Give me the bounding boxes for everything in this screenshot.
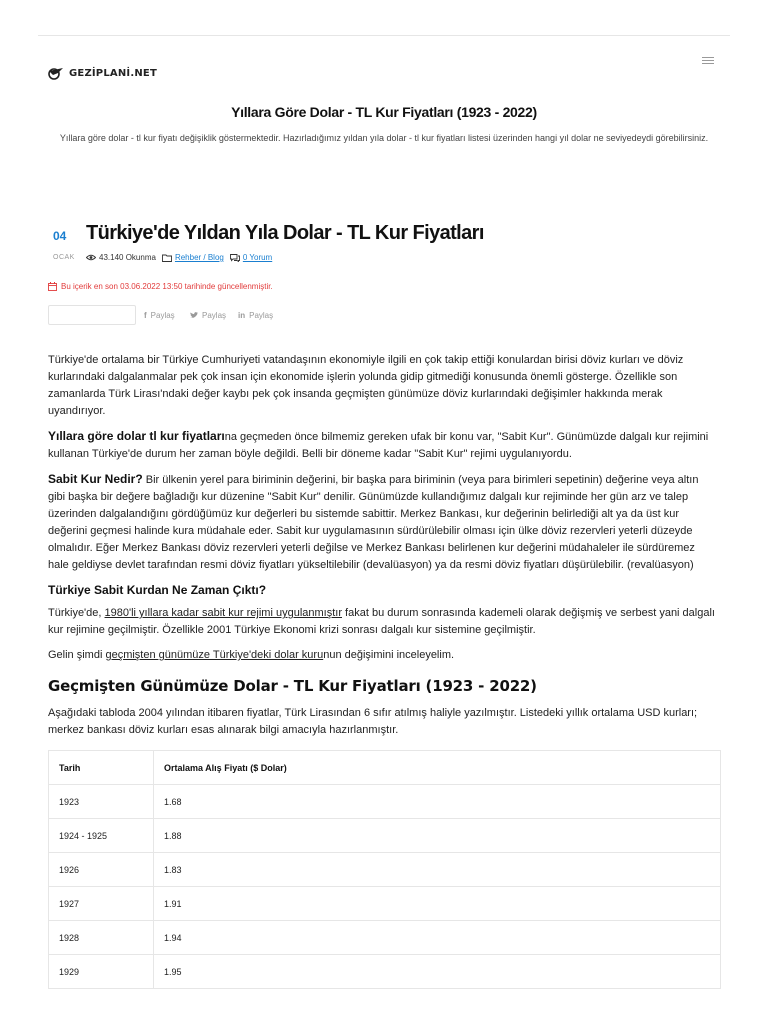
logo-text: GEZİPLANİ.NET bbox=[69, 68, 157, 79]
top-divider bbox=[38, 35, 730, 36]
eye-icon bbox=[86, 254, 96, 261]
hamburger-menu-icon[interactable] bbox=[702, 55, 714, 67]
table-row bbox=[49, 955, 721, 989]
post-date-month: OCAK bbox=[53, 254, 75, 261]
table-row bbox=[49, 853, 721, 887]
year-cell: 1928 bbox=[49, 921, 154, 955]
comments-meta[interactable] bbox=[230, 253, 272, 262]
table-header-row bbox=[49, 751, 721, 785]
year-cell: 1926 bbox=[49, 853, 154, 887]
fixed-rate-exit-heading: Türkiye Sabit Kurdan Ne Zaman Çıktı? bbox=[48, 583, 267, 597]
intro-paragraph: Türkiye'de ortalama bir Türkiye Cumhuriyeti vatandaşının ekonomiyle ilgili en çok takip ettiği konulardan birisi döviz kurları ve döviz kurlarındaki dalgalanmalar pek çok insan için ekonomide işlerin yolunda gidip gitmediği konusunda önemli gösterge. Özellikle son zamanlarda Türk Lirası'ndaki değer kaybı pek çok insanda geçmişten günümüze döviz kurlarındaki değişimler hakkında merak uyandırıyor. bbox=[48, 354, 684, 417]
linkedin-icon: in bbox=[238, 311, 246, 320]
table-note-paragraph: Aşağıdaki tabloda 2004 yılından itibaren fiyatlar, Türk Lirasından 6 sıfır atılmış haliyle yazılmıştır. Listedeki yıllık ortalama USD kurları; merkez bankası döviz kurları esas alınarak bilgi amacıyla hazırlanmıştır. bbox=[48, 707, 698, 736]
updated-text: Bu içerik en son 03.06.2022 13:50 tarihinde güncellenmiştir. bbox=[61, 282, 273, 291]
table-row bbox=[49, 887, 721, 921]
table-row bbox=[49, 819, 721, 853]
fixed-rate-intro-paragraph: Yıllara göre dolar tl kur fiyatlarına geçmeden önce bilmemiz gereken ufak bir konu var, "Sabit Kur". Günümüzde dalgalı kur rejimini kullanan Türkiye'de durum her zaman böyle değildi. Belli bir döneme kadar "Sabit Kur" rejimi uygulanıyordu. bbox=[48, 429, 709, 460]
category-link[interactable]: Rehber / Blog bbox=[174, 253, 224, 262]
category-meta[interactable] bbox=[162, 253, 224, 262]
rate-cell: 1.95 bbox=[154, 955, 721, 989]
post-title: Türkiye'de Yıldan Yıla Dolar - TL Kur Fiyatları bbox=[86, 222, 484, 244]
table-section-heading: Geçmişten Günümüze Dolar - TL Kur Fiyatları (1923 - 2022) bbox=[48, 677, 537, 695]
site-logo[interactable] bbox=[47, 67, 157, 80]
fixed-rate-history-link[interactable]: 1980'li yıllara kadar sabit kur rejimi uygulanmıştır bbox=[104, 607, 342, 619]
plane-globe-icon bbox=[47, 67, 64, 80]
share-linkedin-button[interactable]: in Paylaş bbox=[238, 311, 274, 320]
exchange-rate-table bbox=[48, 750, 721, 989]
rate-cell: 1.94 bbox=[154, 921, 721, 955]
share-twitter-button[interactable]: Paylaş bbox=[190, 311, 226, 320]
views-meta bbox=[86, 253, 156, 262]
rate-cell: 1.91 bbox=[154, 887, 721, 921]
header-date: Tarih bbox=[49, 751, 154, 785]
year-cell: 1923 bbox=[49, 785, 154, 819]
table-row bbox=[49, 785, 721, 819]
fixed-rate-lead: Yıllara göre dolar tl kur fiyatları bbox=[48, 429, 225, 443]
rate-cell: 1.68 bbox=[154, 785, 721, 819]
dollar-history-link[interactable]: geçmişten günümüze Türkiye'deki dolar kuru bbox=[105, 649, 324, 661]
post-meta bbox=[86, 253, 278, 262]
site-description: Yıllara göre dolar - tl kur fiyatı değişiklik göstermektedir. Hazırladığımız yıldan yıla dolar - tl kur fiyatları listesi üzerinden hangi yıl dolar ne seviyedeydi görebilirsiniz. bbox=[59, 133, 709, 143]
twitter-icon bbox=[190, 312, 198, 319]
share-facebook-button[interactable]: f Paylaş bbox=[144, 311, 175, 320]
facebook-icon: f bbox=[144, 311, 147, 320]
fixed-rate-definition-paragraph: Sabit Kur Nedir? Bir ülkenin yerel para biriminin değerini, bir başka para biriminin (veya para birimleri sepetinin) değerine veya altın gibi başka bir değere bağladığı kur düzenine "Sabit Kur" denilir. Günümüzde kullandığımız dalgalı kur rejiminde her gün arz ve talep üzerinden dalgalandığını gördüğümüz kur değerleri bu sistemde sabittir. Merkez Bankası, kur değerinin belirlediği alt ya da üst kur değerini geçmesi halinde kura müdahale eder. Sabit kur uygulamasının sürdürülebilir olması için ülke döviz rezervleri yeterli düzeyde olmalıdır. Eğer Merkez Bankası döviz rezervleri yeterli değilse ve Merkez Bankası belirlenen kur değerini müdahaleler ile sürdüremez hale geldiyse devlet tarafından resmi döviz fiyatları yükseltilebilir (devalüasyon) ya da resmi döviz fiyatları düşürülebilir. (revalüasyon) bbox=[48, 472, 699, 571]
rate-cell: 1.88 bbox=[154, 819, 721, 853]
year-cell: 1929 bbox=[49, 955, 154, 989]
post-date-day: 04 bbox=[53, 229, 67, 243]
fixed-rate-definition-lead: Sabit Kur Nedir? bbox=[48, 472, 143, 486]
share-counter-box bbox=[48, 305, 136, 325]
header-average-rate: Ortalama Alış Fiyatı ($ Dolar) bbox=[154, 751, 721, 785]
article-content bbox=[48, 352, 716, 747]
site-title: Yıllara Göre Dolar - TL Kur Fiyatları (1923 - 2022) bbox=[231, 104, 537, 120]
examine-paragraph: Gelin şimdi geçmişten günümüze Türkiye'deki dolar kurunun değişimini inceleyelim. bbox=[48, 649, 455, 661]
calendar-icon bbox=[48, 282, 57, 291]
folder-icon bbox=[162, 254, 172, 262]
year-cell: 1924 - 1925 bbox=[49, 819, 154, 853]
views-count: 43.140 Okunma bbox=[99, 253, 156, 262]
table-row bbox=[49, 921, 721, 955]
updated-notice bbox=[48, 282, 273, 291]
rate-cell: 1.83 bbox=[154, 853, 721, 887]
year-cell: 1927 bbox=[49, 887, 154, 921]
fixed-rate-exit-paragraph: Türkiye'de, 1980'li yıllara kadar sabit kur rejimi uygulanmıştır fakat bu durum sonrasında kademeli olarak değişmiş ve serbest yani dalgalı kur rejimine geçilmiştir. Özellikle 2001 Türkiye Ekonomi krizi sonrası dalgalı kur sistemine geçilmiştir. bbox=[48, 607, 715, 636]
comments-link[interactable]: 0 Yorum bbox=[242, 253, 273, 262]
comments-icon bbox=[230, 254, 240, 262]
